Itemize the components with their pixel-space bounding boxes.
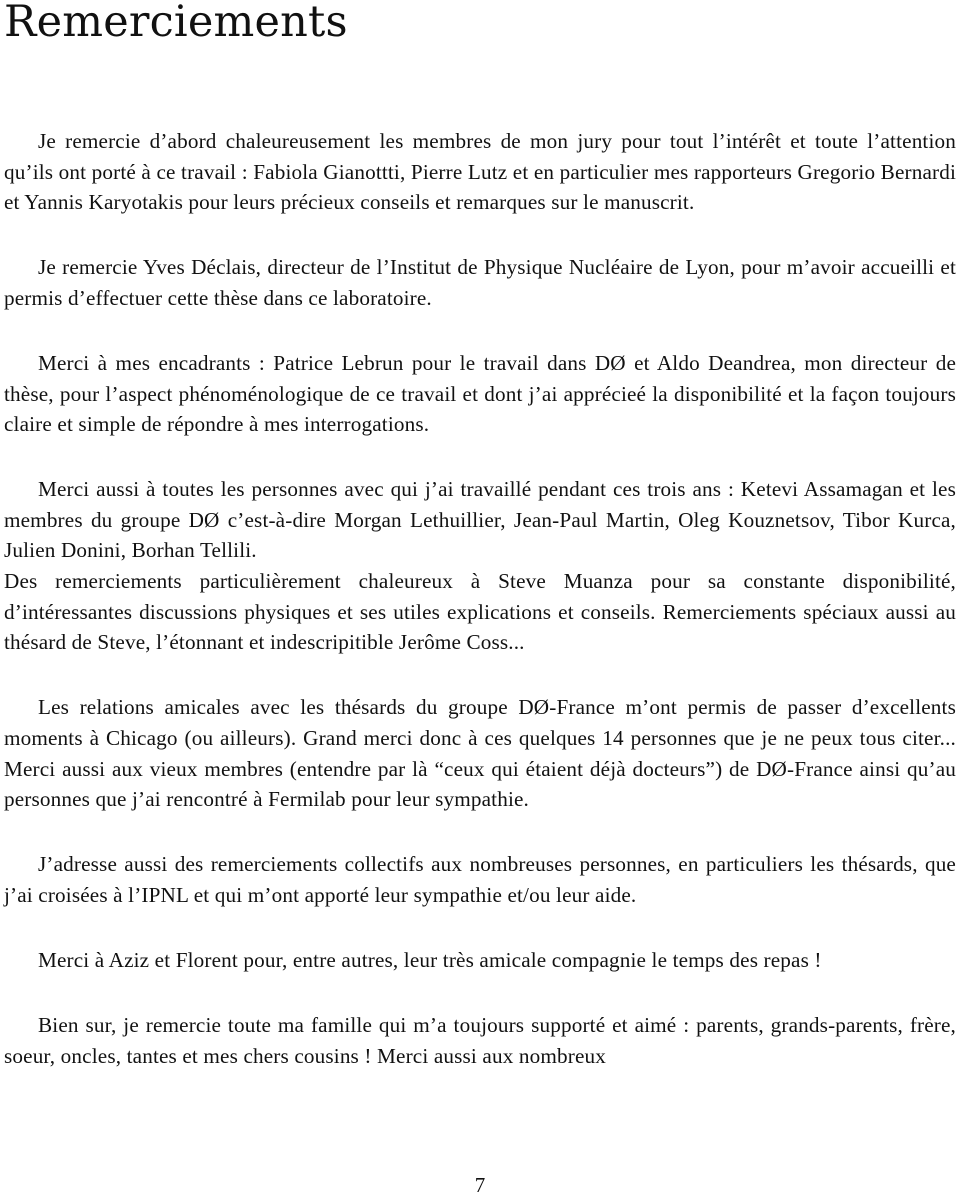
page-number: 7 bbox=[474, 1173, 486, 1197]
paragraph-meals: Merci à Aziz et Florent pour, entre autres, leur très amicale compagnie le temps des repas ! bbox=[38, 947, 822, 972]
paragraph-director-ipnl: Je remercie Yves Déclais, directeur de l’Institut de Physique Nucléaire de Lyon, pour m’avoir accueilli et permis d’effectuer cette thèse dans ce laboratoire. bbox=[4, 255, 956, 310]
acknowledgements-body bbox=[4, 126, 956, 1106]
paragraph-family: Bien sur, je remercie toute ma famille qui m’a toujours supporté et aimé : parents, grands-parents, frère, soeur, oncles, tantes et mes chers cousins ! Merci aussi aux nombreux bbox=[4, 1012, 956, 1068]
paragraph-jury: Je remercie d’abord chaleureusement les membres de mon jury pour tout l’intérêt et toute l’attention qu’ils ont porté à ce travail : Fabiola Gianottti, Pierre Lutz et en particulier mes rapporteurs Gregorio Bernardi et Yannis Karyotakis pour leurs précieux conseils et remarques sur le manuscrit. bbox=[4, 129, 956, 215]
paragraph-steve-muanza: Des remerciements particulièrement chaleureux à Steve Muanza pour sa constante disponibilité, d’intéressantes discussions physiques et ses utiles explications et conseils. Remerciements spéciaux aussi au thésard de Steve, l’étonnant et indescripitible Jerôme Coss... bbox=[4, 569, 956, 655]
paragraph-colleagues: Merci aussi à toutes les personnes avec qui j’ai travaillé pendant ces trois ans : Ketevi Assamagan et les membres du groupe DØ c’est-à-dire Morgan Lethuillier, Jean-Paul Martin, Oleg Kouznetsov, Tibor Kurca, Julien Donini, Borhan Tellili. bbox=[4, 477, 956, 563]
paragraph-d0-france: Les relations amicales avec les thésards du groupe DØ-France m’ont permis de passer d’excellents moments à Chicago (ou ailleurs). Grand merci donc à ces quelques 14 personnes que je ne peux tous citer... Merci aussi aux vieux membres (entendre par là “ceux qui étaient déjà docteurs”) de DØ-France ainsi qu’au personnes que j’ai rencontré à Fermilab pour leur sympathie. bbox=[4, 695, 956, 812]
chapter-title: Remerciements bbox=[4, 0, 348, 47]
paragraph-collective-thanks: J’adresse aussi des remerciements collectifs aux nombreuses personnes, en particuliers les thésards, que j’ai croisées à l’IPNL et qui m’ont apporté leur sympathie et/ou leur aide. bbox=[4, 852, 956, 907]
paragraph-supervisors: Merci à mes encadrants : Patrice Lebrun pour le travail dans DØ et Aldo Deandrea, mon directeur de thèse, pour l’aspect phénoménologique de ce travail et dont j’ai apprécieé la disponibilité et la façon toujours claire et simple de répondre à mes interrogations. bbox=[4, 350, 956, 437]
